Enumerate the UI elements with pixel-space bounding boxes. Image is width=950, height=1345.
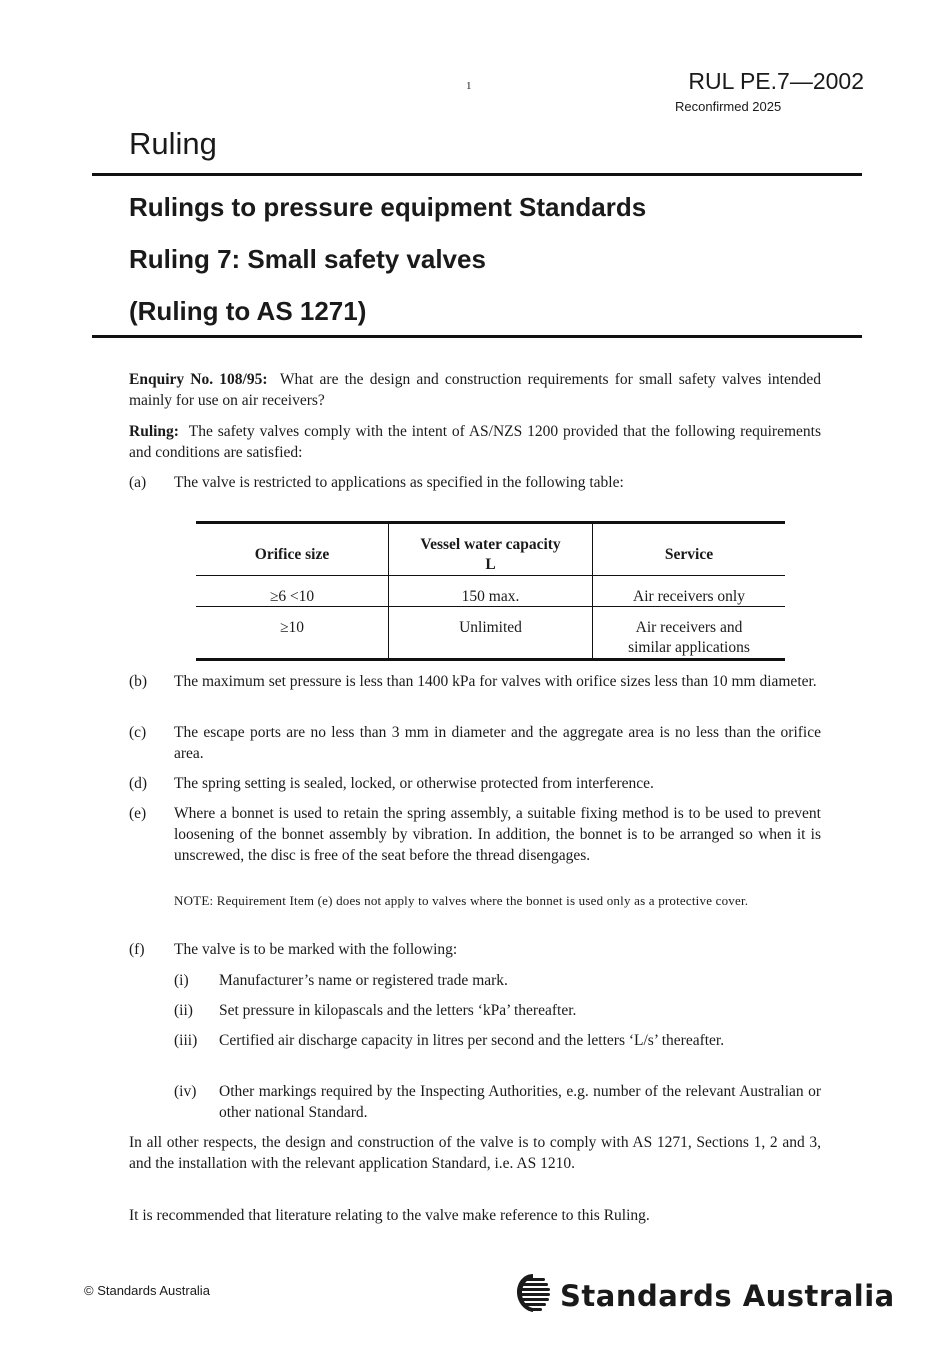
table-cell: Unlimited [459,619,522,636]
item-label: (a) [129,474,147,491]
title-line-3: (Ruling to AS 1271) [129,296,367,326]
standards-australia-logo [514,1273,895,1318]
item-label: (c) [129,724,147,741]
table-cell: similar applications [628,639,750,656]
table-cell: ≥6 <10 [269,588,315,605]
application-table [196,521,785,661]
subitem-text: Other markings required by the Inspecting Authorities, e.g. number of the relevant Australian or other national Standard. [219,1083,821,1121]
item-label: (f) [129,941,145,958]
header-vessel-unit: L [485,556,496,573]
table-cell: 150 max. [461,588,520,605]
title-line-1: Rulings to pressure equipment Standards [129,192,647,222]
top-rule [92,173,862,176]
footer-copyright: © Standards Australia [84,1283,210,1298]
header-vessel-capacity: Vessel water capacity [420,536,561,553]
table-cell: ≥10 [279,619,304,636]
item-text: The escape ports are no less than 3 mm in diameter and the aggregate area is no less than the orifice area. [174,724,821,762]
item-text: Where a bonnet is used to retain the spring assembly, a suitable fixing method is to be used to prevent loosening of the bonnet assembly by vibration. In addition, the bonnet is to be arranged so when it is unscrewed, the disc is free of the seat before the thread disengages. [174,805,821,864]
item-text: The spring setting is sealed, locked, or otherwise protected from interference. [174,775,654,792]
document-id: RUL PE.7—2002 [688,68,864,94]
ruling-label-bold: Ruling: [129,423,179,440]
enquiry-label: Enquiry No. 108/95: [129,371,268,388]
table-bottom-rule [196,658,785,661]
item-label: (e) [129,805,147,822]
enquiry-paragraph [129,369,821,411]
logo-wordmark: Standards Australia [560,1278,895,1313]
item-label: (d) [129,775,148,792]
header-orifice-size: Orifice size [254,546,330,563]
note-text: NOTE: Requirement Item (e) does not apply to valves where the bonnet is used only as a protective cover. [174,893,749,908]
subitem-label: (iv) [174,1083,197,1100]
ruling-paragraph [129,421,821,463]
closing-paragraph-2: It is recommended that literature relating to the valve make reference to this Ruling. [129,1207,650,1224]
item-text: The valve is to be marked with the following: [174,941,458,958]
item-text: The maximum set pressure is less than 1400 kPa for valves with orifice sizes less than 10 mm diameter. [174,673,817,690]
standards-australia-emblem-icon [514,1273,552,1318]
subitem-text: Certified air discharge capacity in litres per second and the letters ‘L/s’ thereafter. [219,1032,725,1049]
header-service: Service [664,546,714,563]
enquiry-text: What are the design and construction requirements for small safety valves intended mainly for use on air receivers? [129,371,821,409]
subitem-text: Manufacturer’s name or registered trade mark. [219,972,508,989]
subitem-label: (ii) [174,1002,193,1019]
table-cell: Air receivers and [635,619,743,636]
table-cell: Air receivers only [633,588,745,605]
bottom-rule [92,335,862,338]
ruling-text: The safety valves comply with the intent of AS/NZS 1200 provided that the following requirements and conditions are satisfied: [129,423,821,461]
table-header-rule [196,575,785,576]
closing-paragraph-1: In all other respects, the design and construction of the valve is to comply with AS 1271, Sections 1, 2 and 3, and the installation with the relevant application Standard, i.e. AS 1210. [129,1134,821,1172]
subitem-label: (i) [174,972,189,989]
reconfirmed-date: Reconfirmed 2025 [675,99,782,114]
page-number: 1 [466,80,472,92]
ruling-label: Ruling [129,126,217,161]
subitem-label: (iii) [174,1032,198,1049]
table-top-rule [196,521,785,524]
item-text: The valve is restricted to applications as specified in the following table: [174,474,624,491]
title-line-2: Ruling 7: Small safety valves [129,244,486,274]
item-label: (b) [129,673,148,690]
subitem-text: Set pressure in kilopascals and the letters ‘kPa’ thereafter. [219,1002,577,1019]
